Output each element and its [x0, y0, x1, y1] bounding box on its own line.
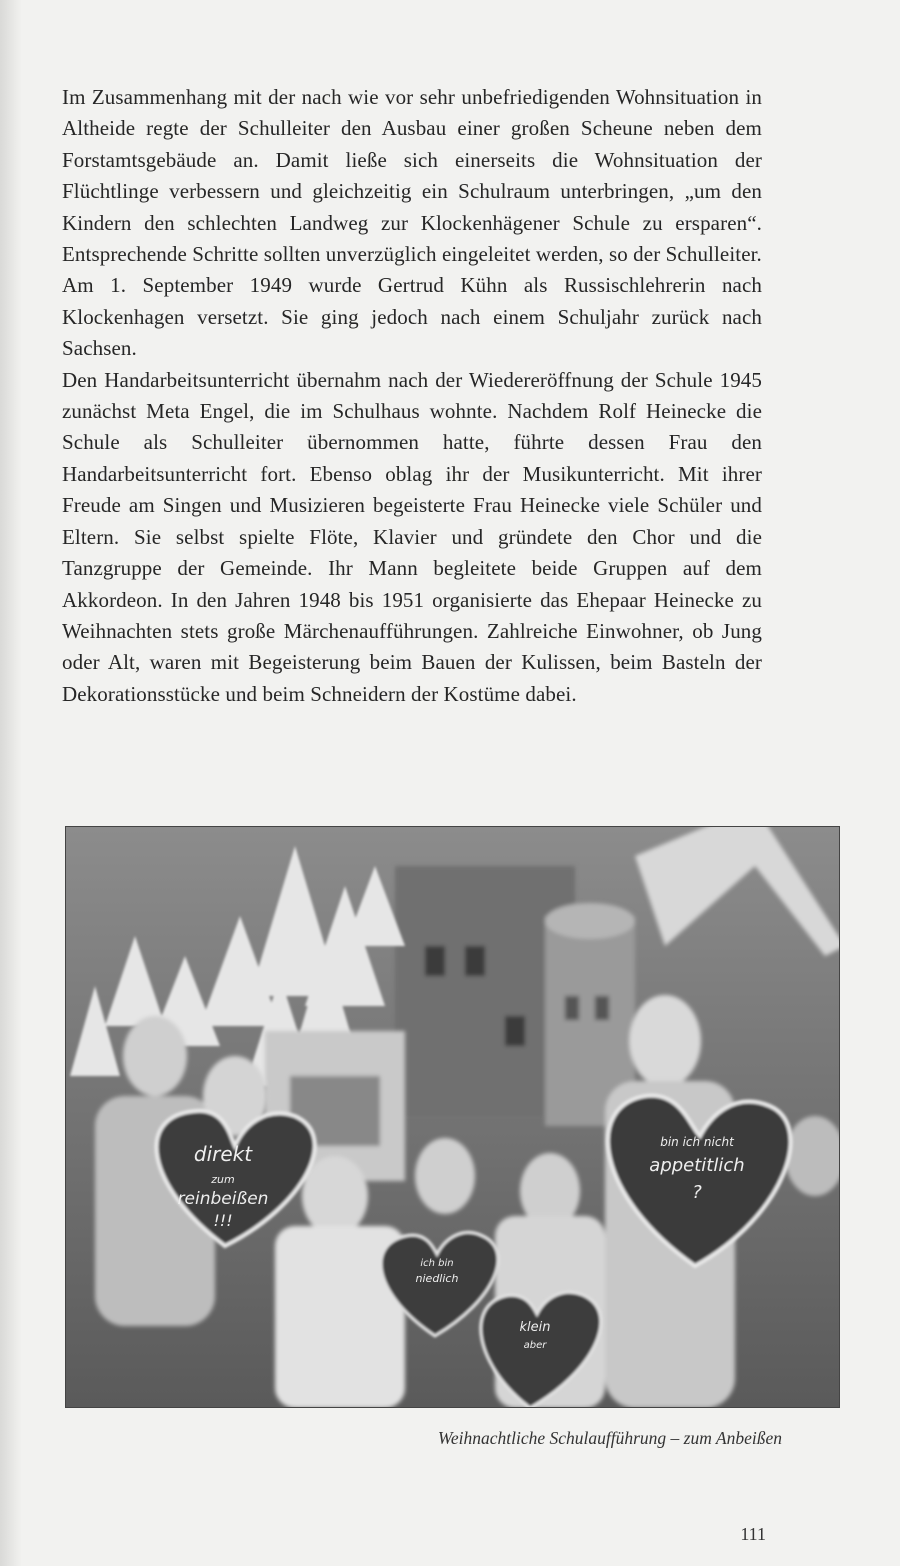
photo-caption: Weihnachtliche Schulaufführung – zum Anbeißen	[437, 1428, 782, 1448]
svg-text:appetitlich: appetitlich	[649, 1155, 745, 1176]
svg-text:zum: zum	[211, 1173, 235, 1186]
page-number: 111	[740, 1524, 766, 1544]
svg-text:aber: aber	[523, 1340, 547, 1351]
svg-text:?: ?	[692, 1182, 702, 1203]
svg-text:reinbeißen: reinbeißen	[177, 1189, 269, 1209]
heart-sign-direkt: direkt	[193, 1142, 253, 1166]
heart-sign-niedlich: ich bin	[420, 1258, 454, 1269]
svg-text:!!!: !!!	[213, 1211, 233, 1230]
paragraph-handarbeit: Den Handarbeitsunterricht übernahm nach der Wiedereröffnung der Schule 1945 zunächst Meta Engel, die im Schulhaus wohnte. Nachdem Rolf Heinecke die Schule als Schulleiter übernommen hatte, führte dessen Frau den Handarbeitsunterricht fort. Ebenso oblag ihr der Musikunterricht. Mit ihrer Freude am Singen und Musizieren begeisterte Frau Heinecke viele Schüler und Eltern. Sie selbst spielte Flöte, Klavier und gründete den Chor und die Tanzgruppe der Gemeinde. Ihr Mann begleitete beide Gruppen auf dem Akkordeon. In den Jahren 1948 bis 1951 organisierte das Ehepaar Heinecke zu Weihnachten stets große Märchenaufführungen. Zahlreiche Einwohner, ob Jung oder Alt, waren mit Begeisterung beim Bauen der Kulissen, beim Basteln der Dekorationsstücke und beim Schneidern der Kostüme dabei.	[62, 367, 762, 706]
paragraph-kuehn: Am 1. September 1949 wurde Gertrud Kühn als Russischlehrerin nach Klockenhagen versetzt. Sie ging jedoch nach einem Schuljahr zurück nach Sachsen.	[62, 273, 762, 361]
svg-text:niedlich: niedlich	[415, 1272, 459, 1285]
body-text	[62, 82, 762, 710]
school-play-photo	[65, 826, 840, 1408]
heart-sign-klein: klein	[519, 1320, 551, 1335]
heart-sign-appetitlich: bin ich nicht	[660, 1135, 734, 1149]
page-gutter-shadow	[0, 0, 22, 1566]
paragraph-scheune: Im Zusammenhang mit der nach wie vor sehr unbefriedigenden Wohnsituation in Altheide regte der Schulleiter den Ausbau einer großen Scheune neben dem Forstamtsgebäude an. Damit ließe sich einerseits die Wohnsituation der Flüchtlinge verbessern und gleichzeitig ein Schulraum unterbringen, „um den Kindern den schlechten Landweg zur Klockenhägener Schule zu ersparen“. Entsprechende Schritte sollten unverzüglich eingeleitet werden, so der Schulleiter.	[62, 85, 762, 267]
